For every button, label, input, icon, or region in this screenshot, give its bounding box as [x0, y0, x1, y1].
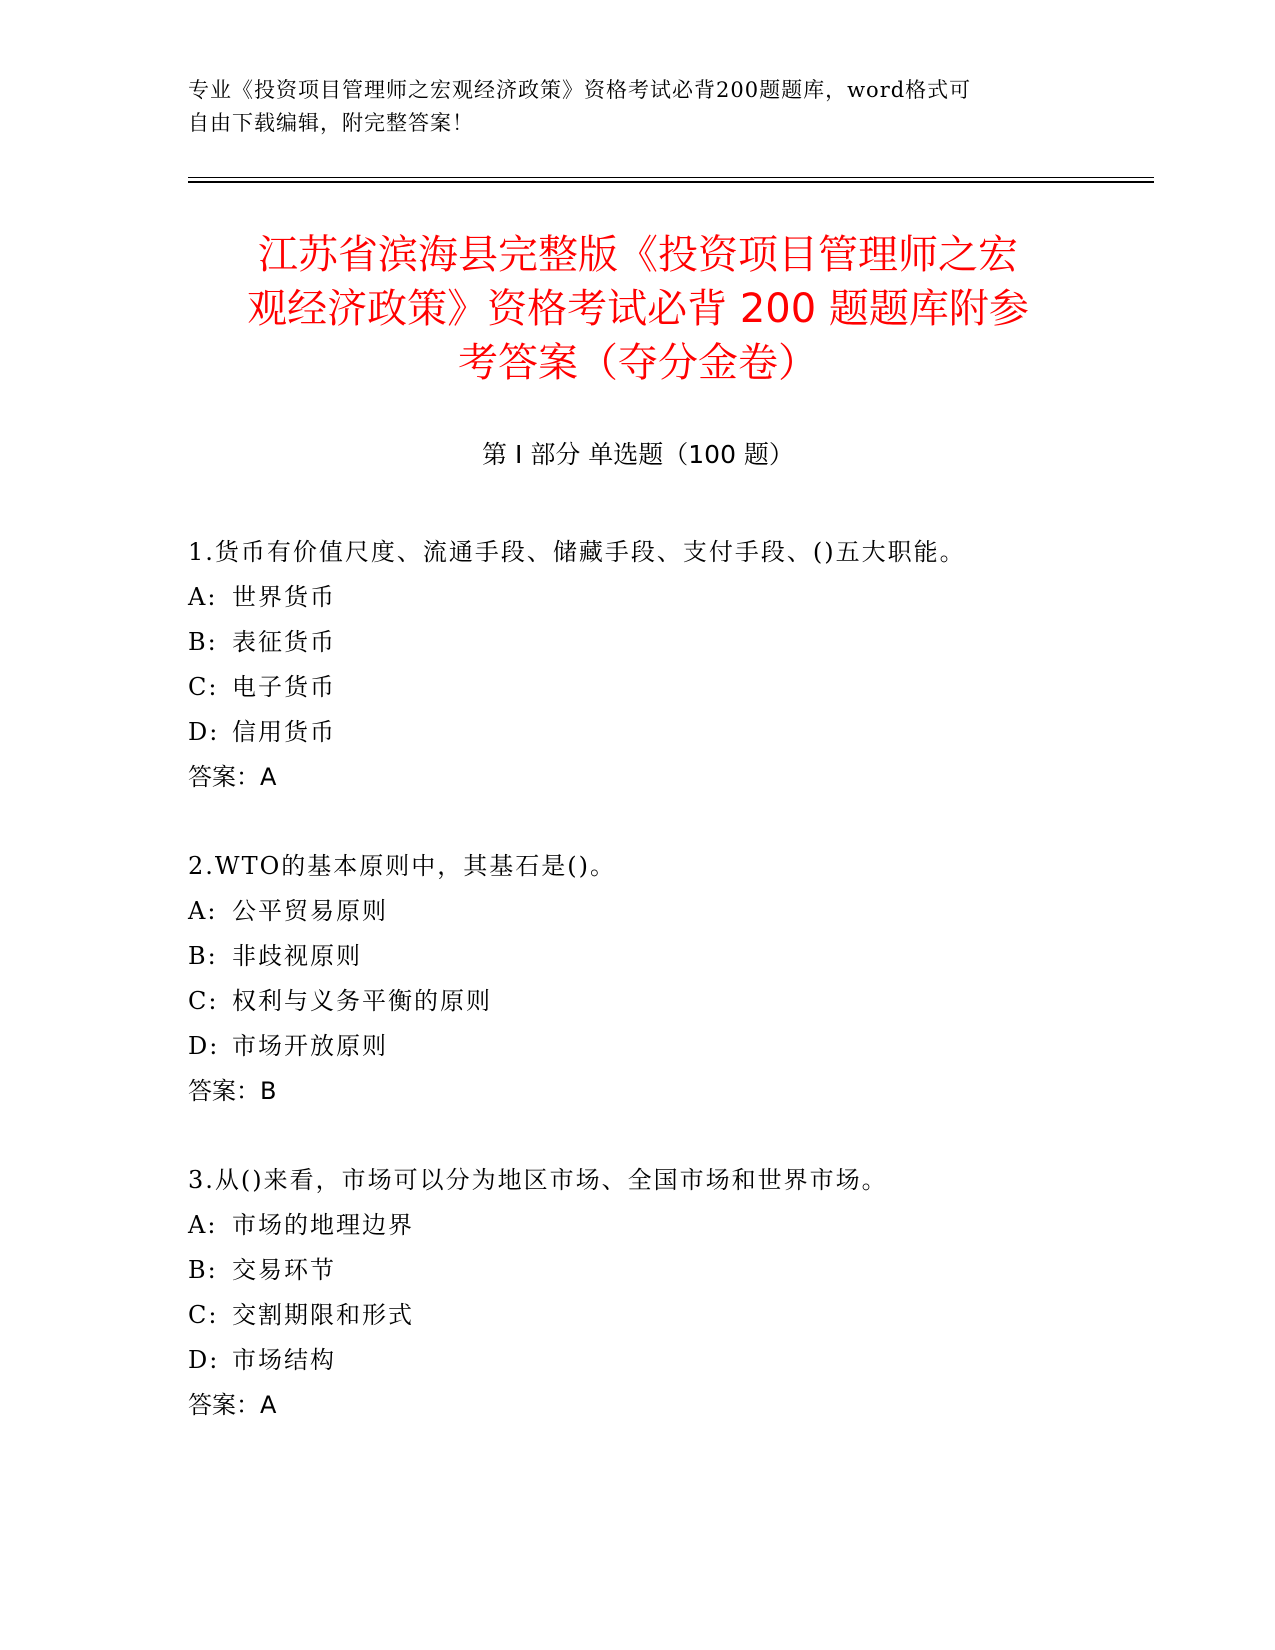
title-line-2: 观经济政策》资格考试必背 200 题题库附参 [247, 286, 1029, 332]
option-text: 表征货币 [232, 628, 336, 656]
question-text: 1.货币有价值尺度、流通手段、储藏手段、支付手段、()五大职能。 [188, 538, 966, 566]
question-item [188, 844, 1128, 1114]
section-title: 第 I 部分 单选题（100 题） [482, 440, 794, 469]
option-letter: D: [188, 718, 220, 746]
answer-text: 答案：A [188, 763, 277, 791]
header-note-line-1: 专业《投资项目管理师之宏观经济政策》资格考试必背200题题库，word格式可 [188, 78, 972, 102]
document-title [188, 228, 1088, 390]
title-line-1: 江苏省滨海县完整版《投资项目管理师之宏 [258, 232, 1018, 278]
option-c [188, 979, 1128, 1024]
option-text: 权利与义务平衡的原则 [232, 987, 492, 1015]
answer-text: 答案：B [188, 1077, 277, 1105]
option-letter: B: [188, 628, 218, 656]
option-letter: C: [188, 673, 219, 701]
option-letter: A: [188, 1211, 218, 1239]
option-b [188, 1248, 1128, 1293]
option-d [188, 1338, 1128, 1383]
header-divider-bottom [188, 181, 1154, 183]
option-b [188, 620, 1128, 665]
option-text: 世界货币 [232, 583, 336, 611]
answer-text: 答案：A [188, 1391, 277, 1419]
option-c [188, 665, 1128, 710]
option-text: 市场的地理边界 [232, 1211, 414, 1239]
option-letter: C: [188, 1301, 219, 1329]
option-letter: C: [188, 987, 219, 1015]
option-letter: A: [188, 583, 218, 611]
option-letter: A: [188, 897, 218, 925]
header-note [188, 74, 1088, 140]
option-text: 交易环节 [232, 1256, 336, 1284]
question-text: 3.从()来看，市场可以分为地区市场、全国市场和世界市场。 [188, 1166, 888, 1194]
option-text: 市场结构 [232, 1346, 336, 1374]
option-d [188, 710, 1128, 755]
option-b [188, 934, 1128, 979]
option-text: 信用货币 [232, 718, 336, 746]
header-note-line-2: 自由下载编辑，附完整答案！ [188, 111, 474, 135]
question-item [188, 530, 1128, 800]
option-c [188, 1293, 1128, 1338]
option-letter: D: [188, 1346, 220, 1374]
option-text: 市场开放原则 [232, 1032, 388, 1060]
question-list [188, 530, 1128, 1472]
option-a [188, 575, 1128, 620]
question-item [188, 1158, 1128, 1428]
option-a [188, 889, 1128, 934]
option-text: 公平贸易原则 [232, 897, 388, 925]
option-letter: B: [188, 1256, 218, 1284]
title-line-3: 考答案（夺分金卷） [458, 340, 818, 386]
header-divider-top [188, 177, 1154, 178]
option-text: 非歧视原则 [232, 942, 362, 970]
option-letter: D: [188, 1032, 220, 1060]
question-text: 2.WTO的基本原则中，其基石是()。 [188, 852, 616, 880]
option-d [188, 1024, 1128, 1069]
option-text: 交割期限和形式 [232, 1301, 414, 1329]
option-letter: B: [188, 942, 218, 970]
option-text: 电子货币 [232, 673, 336, 701]
option-a [188, 1203, 1128, 1248]
